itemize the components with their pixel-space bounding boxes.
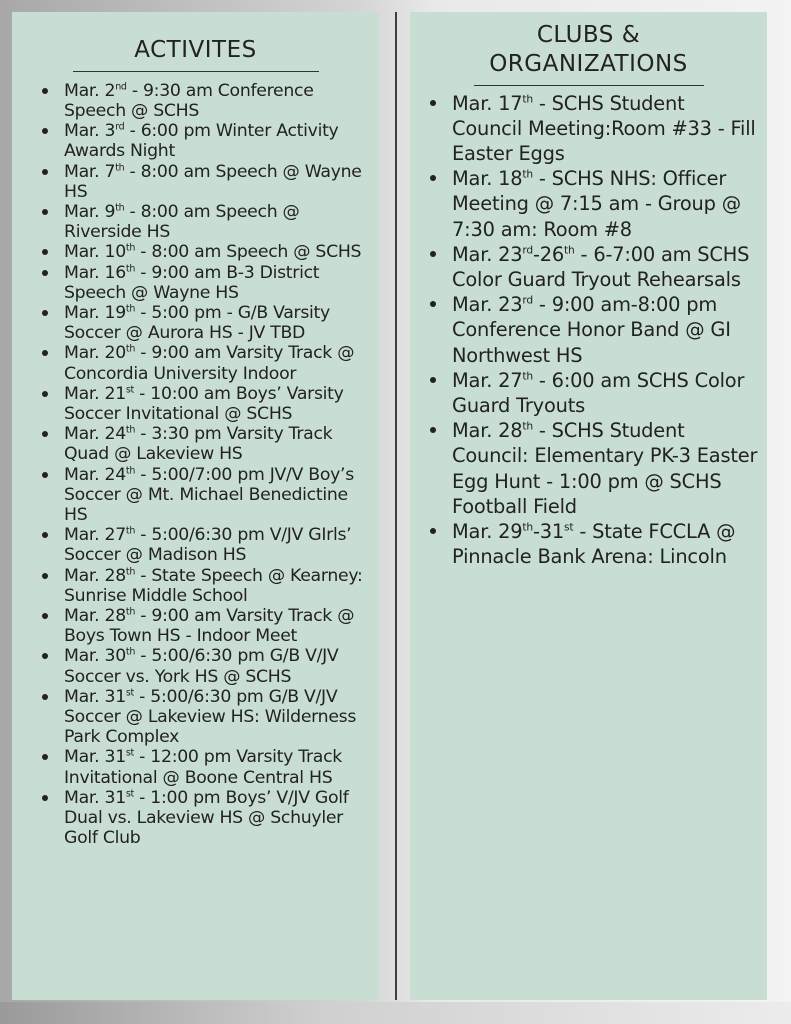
club-item (452, 418, 759, 519)
activity-item-date: Mar. 20 (64, 343, 126, 364)
club-item-sup2: st (564, 520, 574, 534)
activity-item-date: Mar. 19 (64, 302, 126, 323)
activity-item-date: Mar. 7 (64, 161, 116, 182)
activity-item (64, 566, 371, 606)
club-item-rest: - SCHS Student Council Meeting:Room #33 - Fill Easter Eggs (452, 91, 756, 165)
club-item-sup: th (522, 92, 533, 106)
activity-item-date: Mar. 24 (64, 464, 126, 485)
activity-item-date: Mar. 31 (64, 747, 126, 768)
activity-item (64, 343, 371, 383)
club-item-sup: rd (522, 243, 533, 257)
activity-item (64, 202, 371, 242)
activity-item (64, 81, 371, 121)
activity-item-date: Mar. 3 (64, 121, 116, 142)
activity-item-sup: rd (115, 121, 125, 133)
activity-item-sup: th (125, 464, 136, 476)
clubs-panel (410, 12, 767, 1000)
activity-item (64, 525, 371, 565)
club-item-sup: th (522, 520, 533, 534)
club-item (452, 519, 759, 569)
clubs-heading-line1: CLUBS & (536, 22, 641, 48)
activity-item-date: Mar. 10 (64, 242, 126, 263)
club-item-sup2: th (564, 243, 575, 257)
club-item-rest: - SCHS NHS: Officer Meeting @ 7:15 am - Group @ 7:30 am: Room #8 (452, 167, 741, 241)
activity-item (64, 121, 371, 161)
activity-item-sup: nd (115, 81, 127, 93)
column-divider (395, 12, 397, 1000)
activity-item-date: Mar. 31 (64, 686, 126, 707)
activity-item (64, 465, 371, 526)
activity-item (64, 646, 371, 686)
activity-item-date: Mar. 28 (64, 606, 126, 627)
activity-item-rest: - 5:00/7:00 pm JV/V Boy’s Soccer @ Mt. Michael Benedictine HS (64, 464, 354, 526)
club-item-mid: -31 (532, 519, 565, 543)
clubs-heading-line2: ORGANIZATIONS (489, 50, 688, 77)
activity-item (64, 303, 371, 343)
club-item-sup: th (522, 419, 533, 433)
clubs-list (410, 91, 767, 570)
activity-item-rest: - 8:00 am Speech @ Wayne HS (64, 161, 362, 202)
activity-item-rest: - 12:00 pm Varsity Track Invitational @ Boone Central HS (64, 747, 342, 788)
activity-item-date: Mar. 21 (64, 383, 126, 404)
clubs-heading-rule (474, 85, 704, 86)
club-item-rest: - 9:00 am-8:00 pm Conference Honor Band @ GI Northwest HS (452, 293, 731, 367)
page-bottom-band (0, 1002, 791, 1024)
activity-item-rest: - 8:00 am Speech @ Riverside HS (64, 201, 300, 243)
activity-item-rest: - 9:30 am Conference Speech @ SCHS (64, 80, 314, 121)
activity-item-sup: th (125, 303, 136, 315)
club-item-sup: rd (522, 293, 533, 307)
activity-item-sup: th (125, 262, 136, 274)
club-item (452, 91, 759, 167)
activity-item-date: Mar. 2 (64, 80, 116, 101)
activities-list (12, 81, 379, 849)
activity-item-sup: th (115, 161, 125, 173)
activity-item-date: Mar. 27 (64, 525, 126, 546)
activity-item-sup: th (125, 606, 136, 618)
activity-item-rest: - 5:00/6:30 pm G/B V/JV Soccer vs. York HS @ SCHS (64, 646, 339, 687)
activity-item-sup: th (125, 525, 136, 537)
activities-heading-rule (73, 71, 319, 72)
activity-item-rest: - 9:00 am B-3 District Speech @ Wayne HS (64, 262, 320, 303)
activity-item (64, 788, 371, 849)
activity-item-rest: - 10:00 am Boys’ Varsity Soccer Invitational @ SCHS (64, 383, 344, 424)
club-item-sup: th (522, 167, 533, 181)
activity-item-sup: th (125, 646, 136, 658)
club-item-date: Mar. 23 (452, 242, 523, 266)
activity-item (64, 606, 371, 646)
activity-item (64, 263, 371, 303)
activity-item-date: Mar. 16 (64, 262, 126, 283)
activity-item-rest: - 5:00 pm - G/B Varsity Soccer @ Aurora HS - JV TBD (64, 302, 330, 344)
activity-item (64, 687, 371, 748)
clubs-heading (410, 12, 767, 79)
activity-item-date: Mar. 9 (64, 201, 116, 222)
activity-item-rest: - 9:00 am Varsity Track @ Boys Town HS - Indoor Meet (64, 606, 355, 647)
activity-item-date: Mar. 28 (64, 565, 126, 586)
activity-item (64, 384, 371, 424)
club-item-date: Mar. 17 (452, 91, 523, 115)
club-item-rest: - SCHS Student Council: Elementary PK-3 Easter Egg Hunt - 1:00 pm @ SCHS Football Field (452, 419, 758, 518)
activity-item-sup: th (115, 202, 125, 214)
activity-item-date: Mar. 31 (64, 787, 126, 808)
activities-heading: ACTIVITES (134, 37, 257, 63)
activity-item-rest: - 5:00/6:30 pm G/B V/JV Soccer @ Lakeview HS: Wilderness Park Complex (64, 686, 357, 748)
activity-item-sup: st (125, 747, 134, 759)
activity-item-rest: - 5:00/6:30 pm V/JV GIrls’ Soccer @ Madison HS (64, 525, 352, 566)
activity-item-date: Mar. 30 (64, 646, 126, 667)
activity-item (64, 242, 371, 262)
club-item-date: Mar. 28 (452, 419, 523, 443)
activities-panel (12, 12, 379, 1000)
activity-item (64, 424, 371, 464)
activity-item-sup: th (125, 343, 136, 355)
activity-item-rest: - 1:00 pm Boys’ V/JV Golf Dual vs. Lakeview HS @ Schuyler Golf Club (64, 787, 349, 849)
club-item-date: Mar. 27 (452, 368, 523, 392)
activity-item-sup: th (125, 242, 136, 254)
activity-item-sup: st (125, 687, 134, 699)
activity-item-date: Mar. 24 (64, 424, 126, 445)
club-item (452, 368, 759, 418)
club-item-mid: -26 (532, 242, 565, 266)
activity-item-sup: st (125, 384, 134, 396)
activity-item-sup: st (125, 788, 134, 800)
club-item-rest: - 6:00 am SCHS Color Guard Tryouts (452, 368, 745, 417)
club-item-rest: - State FCCLA @ Pinnacle Bank Arena: Lincoln (452, 519, 736, 569)
club-item (452, 242, 759, 292)
activity-item-rest: - 8:00 am Speech @ SCHS (135, 242, 362, 263)
activity-item (64, 747, 371, 787)
activity-item (64, 162, 371, 202)
club-item-date: Mar. 18 (452, 167, 523, 191)
club-item-sup: th (522, 369, 533, 383)
club-item (452, 166, 759, 242)
activity-item-sup: th (125, 424, 136, 436)
club-item-date: Mar. 23 (452, 293, 523, 317)
activity-item-rest: - 9:00 am Varsity Track @ Concordia University Indoor (64, 343, 355, 384)
club-item-rest: - 6-7:00 am SCHS Color Guard Tryout Rehearsals (452, 242, 750, 291)
activity-item-sup: th (125, 565, 136, 577)
club-item (452, 292, 759, 368)
activity-item-rest: - 6:00 pm Winter Activity Awards Night (64, 121, 339, 162)
club-item-date: Mar. 29 (452, 519, 523, 543)
activity-item-rest: - State Speech @ Kearney: Sunrise Middle School (64, 565, 363, 606)
activity-item-rest: - 3:30 pm Varsity Track Quad @ Lakeview HS (64, 424, 333, 465)
